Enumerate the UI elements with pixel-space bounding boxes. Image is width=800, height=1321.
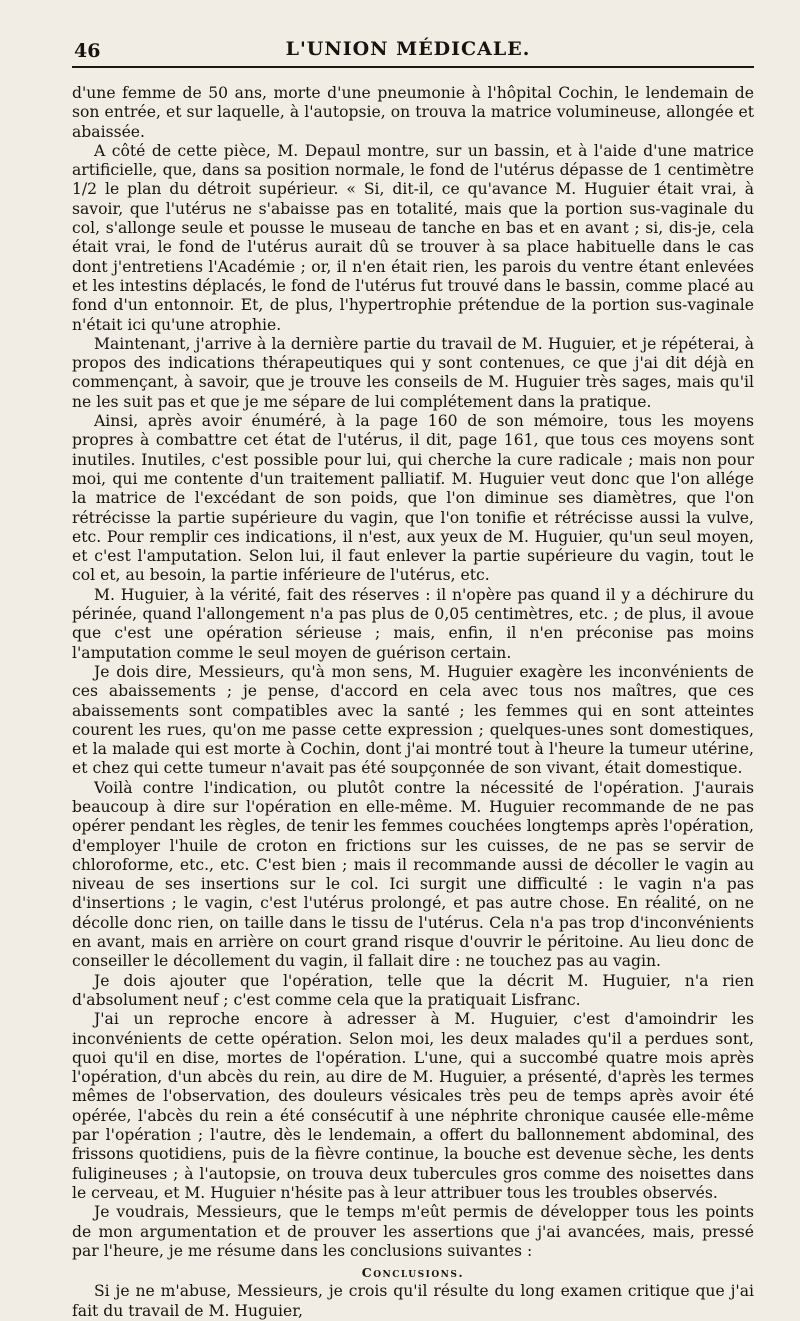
paragraph: A côté de cette pièce, M. Depaul montre, sur un bassin, et à l'aide d'une matrice artificielle, que, dans sa position normale, le fond de l'utérus dépasse de 1 centimètre 1/2 le plan du détroit supérieur. « Si, dit-il, ce qu'avance M. Huguier était vrai, à savoir, que l'utérus ne s'abaisse pas en totalité, mais que la portion sus-vaginale du col, s'allonge seule et pousse le museau de tanche en bas et en avant ; si, dis-je, cela était vrai, le fond de l'utérus aurait dû se trouver à sa place habituelle dans le cas dont j'entretiens l'Académie ; or, il n'en était rien, les parois du ventre étant enlevées et les intestins déplacés, le fond de l'utérus fut trouvé dans le bassin, comme placé au fond d'un entonnoir. Et, de plus, l'hypertrophie prétendue de la portion sus-vaginale n'était ici qu'une atrophie. bbox=[72, 141, 754, 334]
paragraph: Je dois dire, Messieurs, qu'à mon sens, M. Huguier exagère les inconvénients de ces abaissements ; je pense, d'accord en cela avec tous nos maîtres, que ces abaissements sont compatibles avec la santé ; les femmes qui en sont atteintes courent les rues, qu'on me passe cette expression ; quelques-unes sont domestiques, et la malade qui est morte à Cochin, dont j'ai montré tout à l'heure la tumeur utérine, et chez qui cette tumeur n'avait pas été soupçonnée de son vivant, était domestique. bbox=[72, 662, 754, 778]
paragraph: M. Huguier, à la vérité, fait des réserves : il n'opère pas quand il y a déchirure du périnée, quand l'allongement n'a pas plus de 0,05 centimètres, etc. ; de plus, il avoue que c'est une opération sérieuse ; mais, enfin, il n'en préconise pas moins l'amputation comme le seul moyen de guérison certain. bbox=[72, 585, 754, 662]
running-header bbox=[62, 34, 754, 70]
paragraph: Je dois ajouter que l'opération, telle que la décrit M. Huguier, n'a rien d'absolument neuf ; c'est comme cela que la pratiquait Lisfranc. bbox=[72, 971, 754, 1009]
article-body bbox=[72, 84, 754, 1321]
paragraph: J'ai un reproche encore à adresser à M. Huguier, c'est d'amoindrir les inconvénients de cette opération. Selon moi, les deux malades qu'il a perdues sont, quoi qu'il en dise, mortes de l'opération. L'une, qui a succombé quatre mois après l'opération, d'un abcès du rein, au dire de M. Huguier, a présenté, d'après les termes mêmes de l'observation, des douleurs vésicales très peu de temps après avoir été opérée, l'abcès du rein a été consécutif à une néphrite chronique causée elle-même par l'opération ; l'autre, dès le lendemain, a offert du ballonnement abdominal, des frissons quotidiens, puis de la fièvre continue, la bouche est devenue sèche, les dents fuligineuses ; à l'autopsie, on trouva deux tubercules gros comme des noisettes dans le cerveau, et M. Huguier n'hésite pas à leur attribuer tous les troubles observés. bbox=[72, 1010, 754, 1202]
journal-title: L'UNION MÉDICALE. bbox=[285, 38, 531, 60]
paragraph: Voilà contre l'indication, ou plutôt contre la nécessité de l'opération. J'aurais beaucoup à dire sur l'opération en elle-même. M. Huguier recommande de ne pas opérer pendant les règles, de tenir les femmes couchées longtemps après l'opération, d'employer l'huile de croton en frictions sur les cuisses, de ne pas se servir de chloroforme, etc., etc. C'est bien ; mais il recommande aussi de décoller le vagin au niveau de ses insertions sur le col. Ici surgit une difficulté : le vagin n'a pas d'insertions ; le vagin, c'est l'utérus prolongé, et pas autre chose. En réalité, on ne décolle donc rien, on taille dans le tissu de l'utérus. Cela n'a pas trop d'inconvénients en avant, mais en arrière on court grand risque d'ouvrir le péritoine. Au lieu donc de conseiller le décollement du vagin, il fallait dire : ne touchez pas au vagin. bbox=[72, 778, 754, 971]
paragraph: Maintenant, j'arrive à la dernière partie du travail de M. Huguier, et je répéterai, à propos des indications thérapeutiques qui y sont contenues, ce que j'ai dit déjà en commençant, à savoir, que je trouve les conseils de M. Huguier très sages, mais qu'il ne les suit pas et que je me sépare de lui complétement dans la pratique. bbox=[72, 334, 754, 411]
paragraph: Si je ne m'abuse, Messieurs, je crois qu'il résulte du long examen critique que j'ai fait du travail de M. Huguier, bbox=[72, 1282, 754, 1320]
page-number: 46 bbox=[74, 40, 101, 62]
paragraph: Ainsi, après avoir énuméré, à la page 160 de son mémoire, tous les moyens propres à combattre cet état de l'utérus, il dit, page 161, que tous ces moyens sont inutiles. Inutiles, c'est possible pour lui, qui cherche la cure radicale ; mais non pour moi, qui me contente d'un traitement palliatif. M. Huguier veut donc que l'on allége la matrice de l'excédant de son poids, que l'on diminue ses diamètres, que l'on rétrécisse la partie supérieure du vagin, que l'on tonifie et rétrécisse aussi la vulve, etc. Pour remplir ces indications, il n'est, aux yeux de M. Huguier, qu'un seul moyen, et c'est l'amputation. Selon lui, il faut enlever la partie supérieure du vagin, tout le col et, au besoin, la partie inférieure de l'utérus, etc. bbox=[72, 412, 754, 585]
header-rule bbox=[72, 66, 754, 68]
paragraph: Je voudrais, Messieurs, que le temps m'eût permis de développer tous les points de mon argumentation et de prouver les assertions que j'ai avancées, mais, pressé par l'heure, je me résume dans les conclusions suivantes : bbox=[72, 1203, 754, 1260]
section-heading-conclusions: Conclusions. bbox=[361, 1265, 465, 1281]
paragraph: d'une femme de 50 ans, morte d'une pneumonie à l'hôpital Cochin, le lendemain de son entrée, et sur laquelle, à l'autopsie, on trouva la matrice volumineuse, allongée et abaissée. bbox=[72, 84, 754, 141]
